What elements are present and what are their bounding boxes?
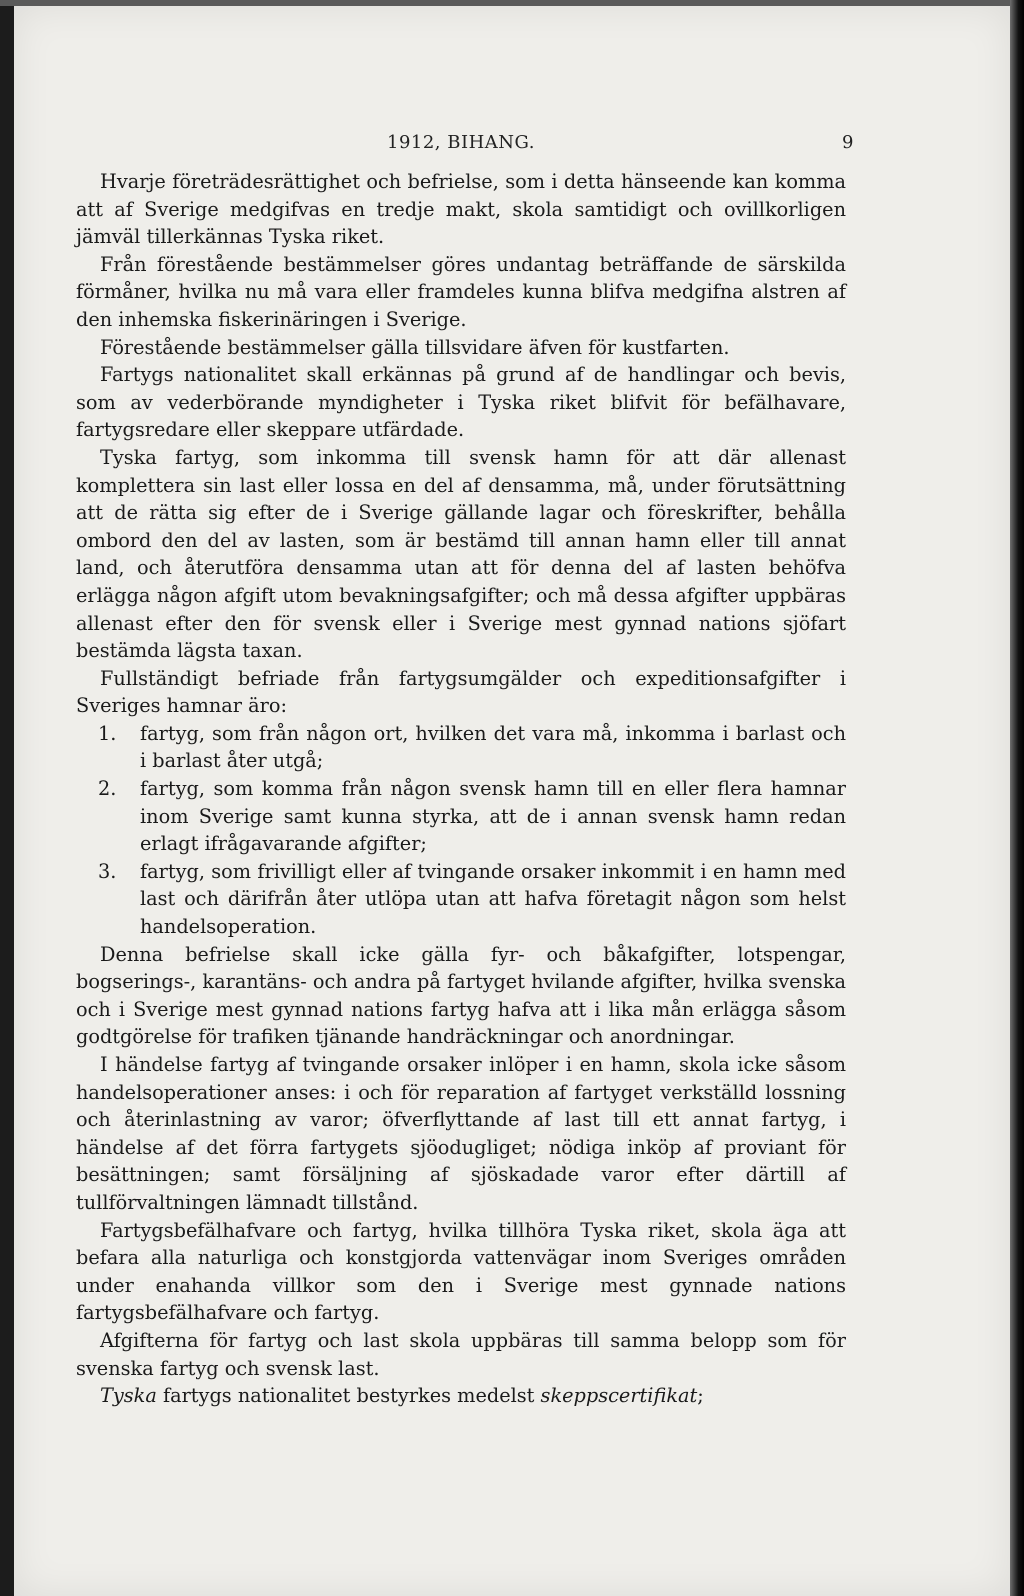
paragraph: Hvarje företrädesrättighet och befrielse, som i detta hänseende kan komma att af Sverige medgifvas en tredje makt, skola samtidigt och ovillkorligen jämväl tillerkännas Tyska riket. <box>76 170 846 249</box>
list-item-number: 3. <box>98 859 117 883</box>
paragraph: Från förestående bestämmelser göres undantag beträffande de särskilda förmåner, hvilka nu må vara eller framdeles kunna blifva medgifna alstren af den inhemska fiskerinäringen i Sverige. <box>76 252 846 331</box>
list-item-text: fartyg, som från någon ort, hvilken det vara må, inkomma i barlast och i barlast åter utgå; <box>140 721 846 773</box>
scan-right-edge <box>1010 0 1024 1596</box>
header-title: 1912, BIHANG. <box>387 132 535 153</box>
paragraph: Afgifterna för fartyg och last skola uppbäras till samma belopp som för svenska fartyg och svensk last. <box>76 1328 846 1380</box>
list-item-number: 1. <box>98 721 117 745</box>
paragraph: Fullständigt befriade från fartygsumgälder och expeditionsafgifter i Sveriges hamnar äro: <box>76 666 846 718</box>
italic-word-skeppscertifikat: skeppscertifikat <box>540 1384 698 1408</box>
page-number: 9 <box>842 132 854 153</box>
list-item-text: fartyg, som frivilligt eller af tvingande orsaker inkommit i en hamn med last och därifrån åter utlöpa utan att hafva företagit någon som helst handelsoperation. <box>140 859 846 939</box>
last-line-end: ; <box>697 1384 704 1408</box>
body-text <box>76 168 846 1410</box>
paragraph: Denna befrielse skall icke gälla fyr- och båkafgifter, lotspengar, bogserings-, karantäns- och andra på fartyget hvilande afgifter, hvilka svenska och i Sverige mest gynnad nations fartyg hafva att i lika mån erlägga såsom godtgörelse för trafiken tjänande handräckningar och anordningar. <box>76 942 846 1049</box>
list-item-text: fartyg, som komma från någon svensk hamn till en eller flera hamnar inom Sverige samt kunna styrka, att de i annan svensk hamn redan erlagt ifrågavarande afgifter; <box>140 777 846 856</box>
paragraph: Fartygs nationalitet skall erkännas på grund af de handlingar och bevis, som av vederbörande myndigheter i Tyska riket blifvit för befälhavare, fartygsredare eller skeppare utfärdade. <box>76 363 846 442</box>
running-header <box>76 132 854 158</box>
paragraph: I händelse fartyg af tvingande orsaker inlöper i en hamn, skola icke såsom handelsoperationer anses: i och för reparation af fartyget verkställd lossning och återinlastning av varor; öfverflyttande af last till ett annat fartyg, i händelse af det förra fartygets sjöodugliget; nödiga inköp af proviant för besättningen; samt försäljning af sjöskadade varor efter därtill af tullförvaltningen lämnadt tillstånd. <box>76 1053 846 1214</box>
list-item <box>76 858 846 941</box>
paragraph: Förestående bestämmelser gälla tillsvidare äfven för kustfarten. <box>100 335 730 359</box>
last-line-middle: fartygs nationalitet bestyrkes medelst <box>156 1384 541 1408</box>
list-item-number: 2. <box>98 777 117 801</box>
italic-word-tyska: Tyska <box>100 1384 157 1408</box>
list-item <box>76 720 846 775</box>
paragraph: Tyska fartyg, som inkomma till svensk hamn för att där allenast komplettera sin last eller lossa en del af densamma, må, under förutsättning att de rätta sig efter de i Sverige gällande lagar och föreskrifter, behålla ombord den del av lasten, som är bestämd till annan hamn eller till annat land, och återutföra densamma utan att för denna del af lasten behöfva erlägga någon afgift utom bevakningsafgifter; och må dessa afgifter uppbäras allenast efter den för svensk eller i Sverige mest gynnad nations sjöfart bestämda lägsta taxan. <box>76 445 846 663</box>
last-line <box>76 1382 846 1410</box>
list-item <box>76 775 846 858</box>
paragraph: Fartygsbefälhafvare och fartyg, hvilka tillhöra Tyska riket, skola äga att befara alla naturliga och konstgjorda vattenvägar inom Sveriges områden under enahanda villkor som den i Sverige mest gynnade nations fartygsbefälhafvare och fartyg. <box>76 1218 846 1325</box>
